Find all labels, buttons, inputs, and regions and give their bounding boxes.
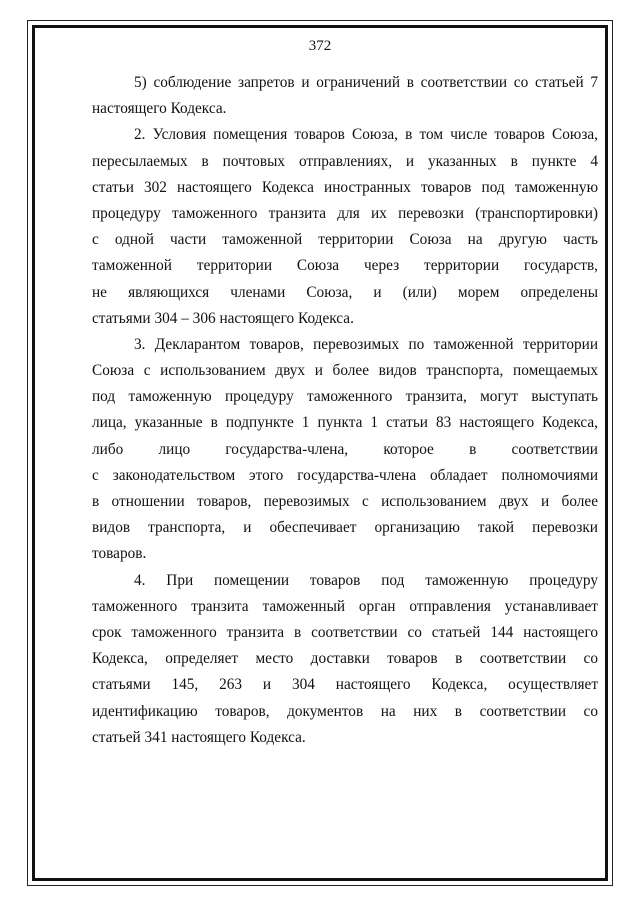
text-line: статьи 302 настоящего Кодекса иностранных товаров под таможенную [92, 178, 598, 196]
text-line: товаров. [92, 545, 147, 563]
text-line: срок таможенного транзита в соответствии со статьей 144 настоящего [92, 623, 598, 641]
page-number: 372 [308, 38, 332, 54]
text-line: Союза с использованием двух и более видов транспорта, помещаемых [92, 362, 598, 380]
paragraph-item-5 [92, 70, 598, 122]
text-line: видов транспорта, и обеспечивает организацию такой перевозки [92, 519, 598, 537]
document-body [92, 70, 598, 751]
text-line: Кодекса, определяет место доставки товаров в соответствии со [92, 650, 598, 668]
text-line: с одной части таможенной территории Союза на другую часть [92, 231, 598, 249]
text-line: 3. Декларантом товаров, перевозимых по таможенной территории [134, 335, 598, 353]
text-line: 2. Условия помещения товаров Союза, в том числе товаров Союза, [134, 126, 598, 144]
text-line: статьями 145, 263 и 304 настоящего Кодекса, осуществляет [92, 676, 598, 694]
text-line: таможенного транзита таможенный орган отправления устанавливает [92, 597, 598, 615]
text-line: лица, указанные в подпункте 1 пункта 1 статьи 83 настоящего Кодекса, [92, 414, 598, 432]
text-line: с законодательством этого государства-члена обладает полномочиями [92, 466, 598, 484]
text-line: настоящего Кодекса. [92, 100, 227, 118]
text-line: под таможенную процедуру таможенного транзита, могут выступать [92, 388, 598, 406]
text-line: идентификацию товаров, документов на них в соответствии со [92, 702, 598, 720]
text-line: в отношении товаров, перевозимых с использованием двух и более [92, 493, 598, 510]
text-line: статьей 341 настоящего Кодекса. [92, 728, 306, 746]
text-line: не являющихся членами Союза, и (или) морем определены [92, 283, 598, 301]
text-line: таможенной территории Союза через территории государств, [92, 257, 598, 275]
text-line: статьями 304 – 306 настоящего Кодекса. [92, 309, 354, 327]
text-line: пересылаемых в почтовых отправлениях, и указанных в пункте 4 [92, 152, 598, 170]
paragraph-section-4 [92, 568, 598, 751]
paragraph-section-3 [92, 332, 598, 568]
text-line: 5) соблюдение запретов и ограничений в соответствии со статьей 7 [134, 74, 598, 91]
paragraph-section-2 [92, 122, 598, 332]
text-line: либо лицо государства-члена, которое в соответствии [92, 440, 598, 458]
text-line: 4. При помещении товаров под таможенную процедуру [134, 571, 598, 589]
text-line: процедуру таможенного транзита для их перевозки (транспортировки) [92, 204, 598, 222]
